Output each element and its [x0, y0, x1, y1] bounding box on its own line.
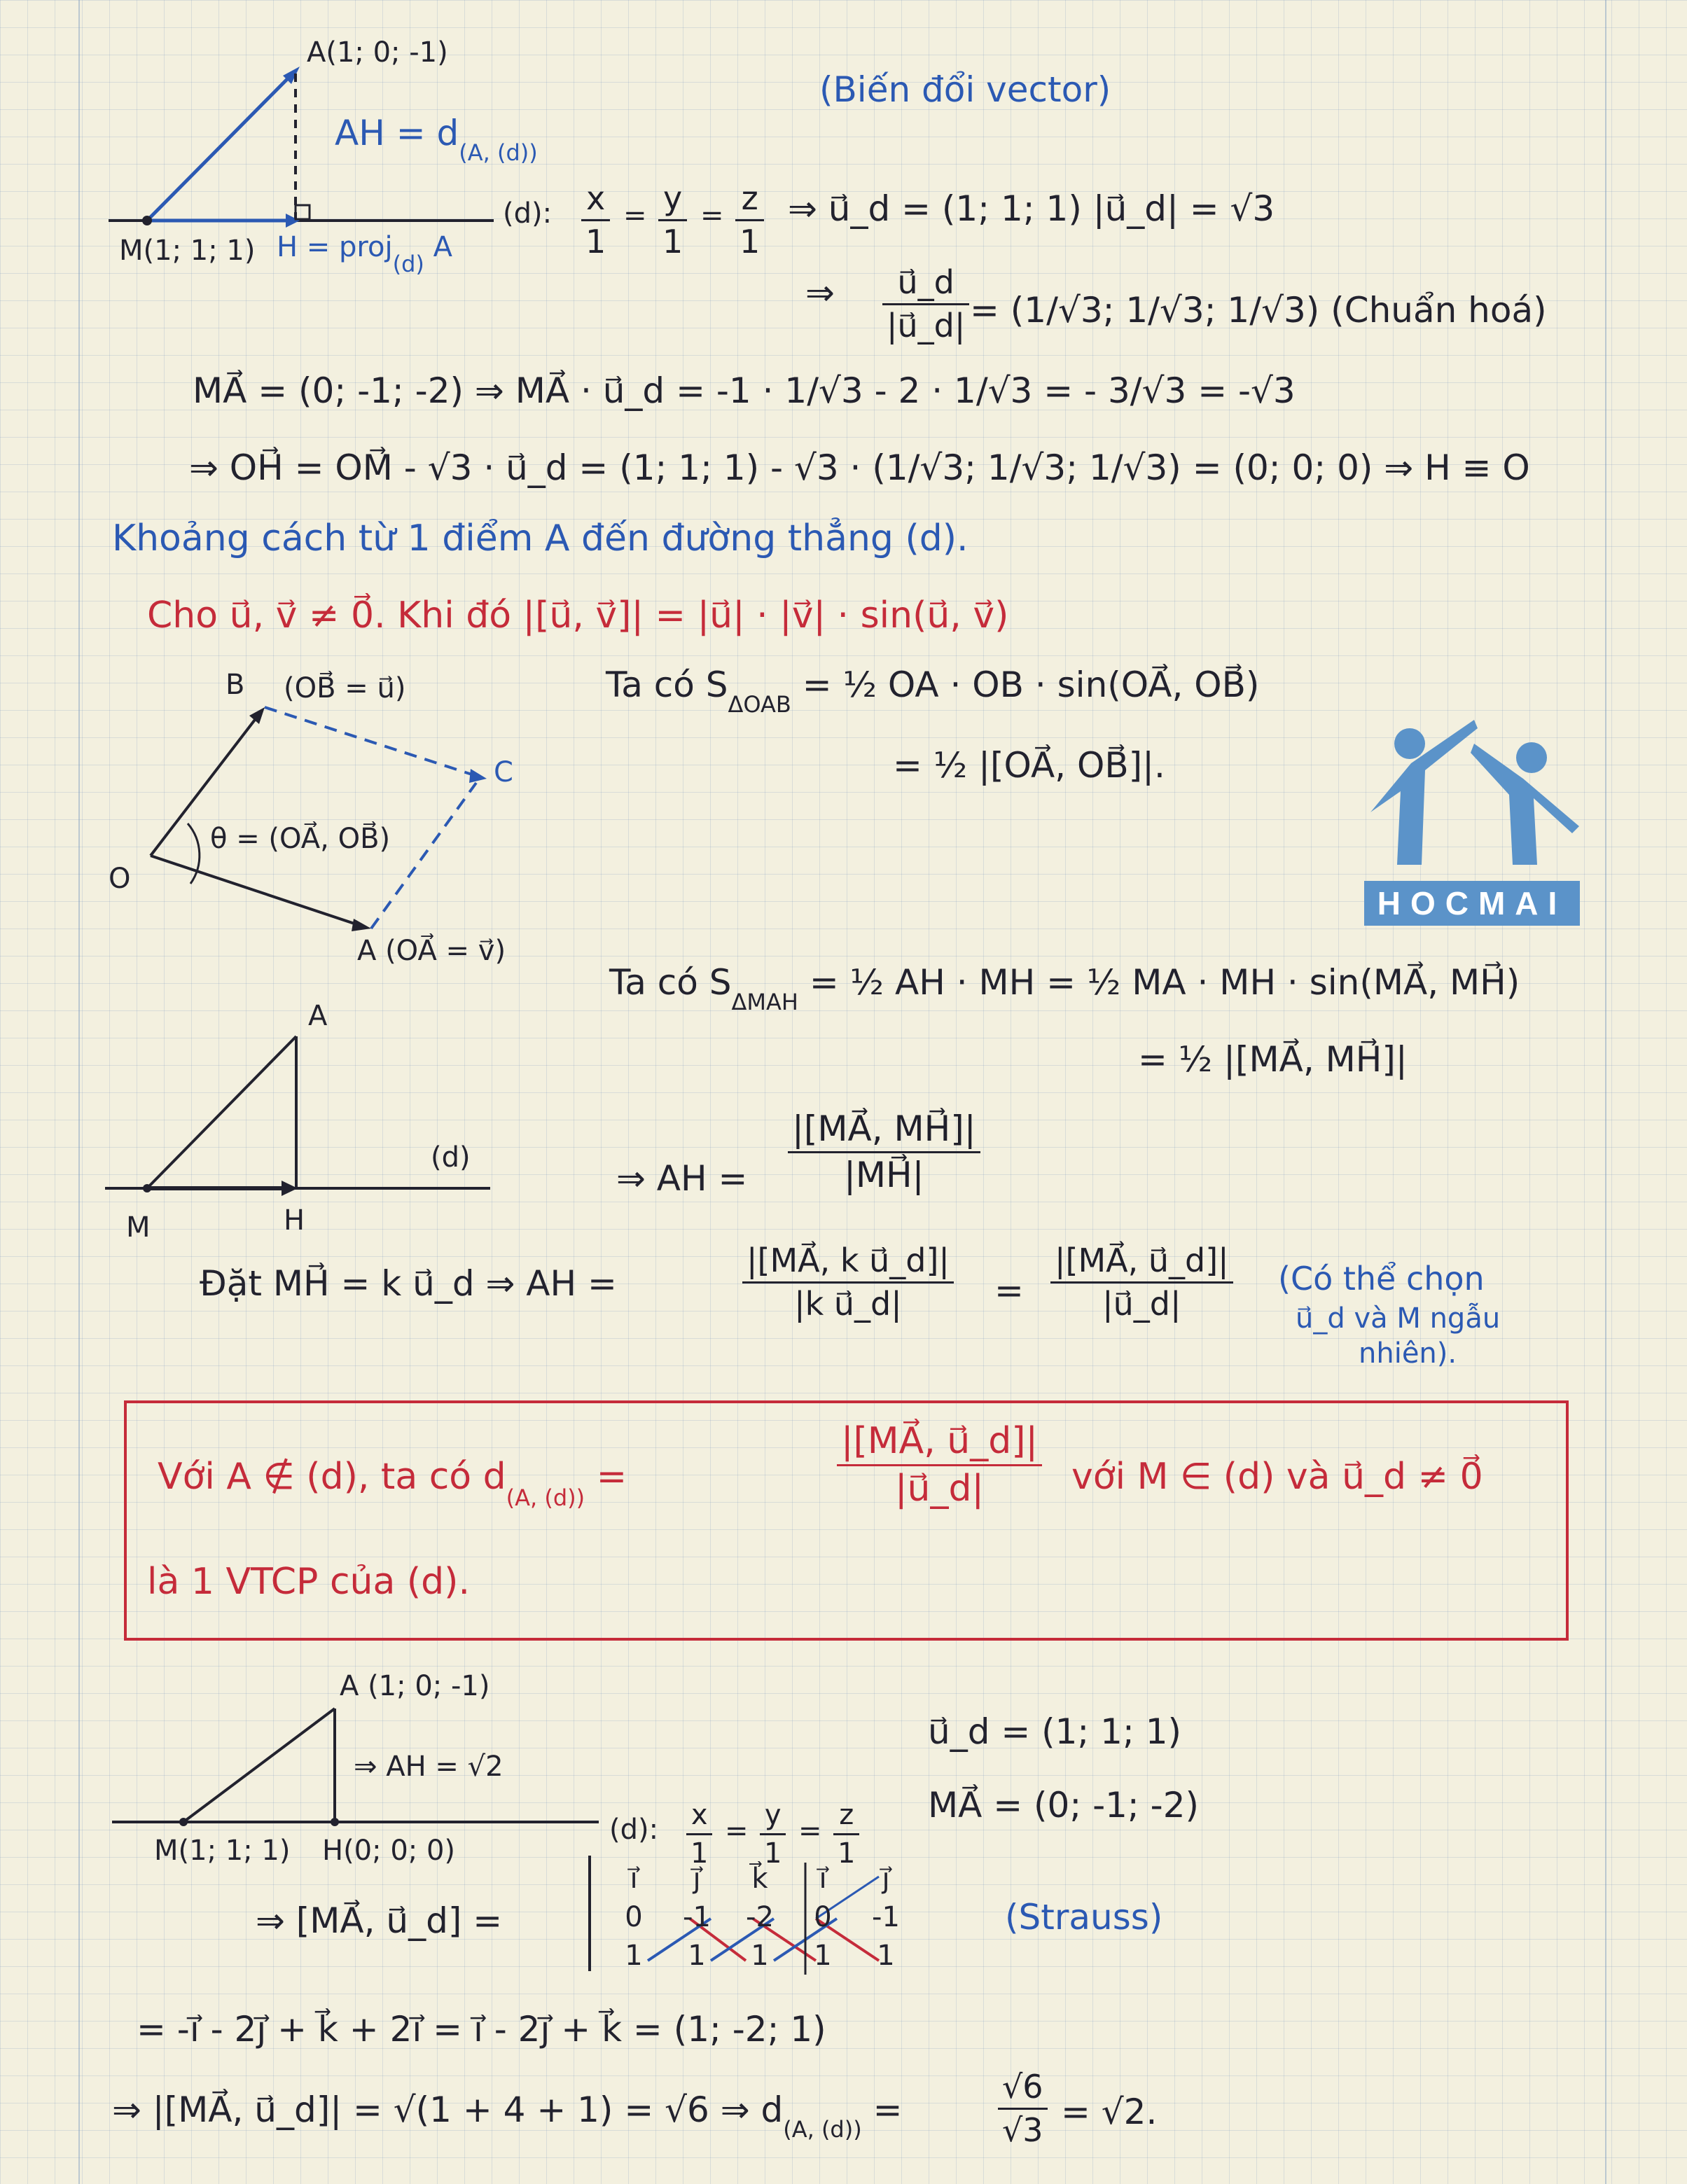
ah-distance-text: AH = d	[335, 113, 459, 153]
frac-den: 1	[764, 1837, 782, 1870]
example-ah-label: ⇒ AH = √2	[354, 1751, 504, 1783]
area-oab-prefix: Ta có S	[606, 665, 728, 705]
example-ma: MA⃗ = (0; -1; -2)	[928, 1785, 1200, 1825]
cross-product-lhs: ⇒ [MA⃗, u⃗_d] =	[256, 1900, 503, 1941]
cross-product-identity: Cho u⃗, v⃗ ≠ 0⃗. Khi đó |[u⃗, v⃗]| = |u⃗| · |v⃗| · sin(u⃗, v⃗)	[147, 594, 1009, 637]
oh-vector-line: ⇒ OH⃗ = OM⃗ - √3 · u⃗_d = (1; 1; 1) - √3 · (1/√3; 1/√3; 1/√3) = (0; 0; 0) ⇒ H ≡ O	[189, 447, 1530, 488]
frac-den: |u⃗_d|	[887, 306, 966, 345]
triangle-h-label: H	[284, 1204, 305, 1237]
final-frac	[998, 2069, 1048, 2148]
determinant-bar	[588, 1856, 591, 1971]
normalize-result: = (1/√3; 1/√3; 1/√3) (Chuẩn hoá)	[970, 290, 1547, 331]
ah-distance-subscript: (A, (d))	[459, 139, 538, 166]
line-d-frac-y	[658, 181, 687, 259]
dat-note-2: u⃗_d và M ngẫu	[1296, 1302, 1501, 1335]
projection-subscript: (d)	[392, 251, 424, 277]
triangle-a-label: A	[308, 1000, 328, 1032]
norm-lhs: ⇒ |[MA⃗, u⃗_d]| =	[112, 2089, 382, 2130]
eq-sign: =	[623, 200, 647, 232]
frac-den: 1	[740, 222, 761, 260]
frac-den: 1	[662, 222, 683, 260]
area-oab-subscript: ΔOAB	[728, 691, 791, 718]
heading-note: (Biến đổi vector)	[819, 69, 1111, 110]
formula-line1-rhs: với M ∈ (d) và u⃗_d ≠ 0⃗	[1071, 1456, 1483, 1498]
example-frac-z	[833, 1800, 859, 1869]
frac-num: u⃗_d	[897, 263, 954, 301]
strauss-cell: 0	[814, 1901, 832, 1933]
strauss-cell: k⃗	[751, 1863, 768, 1895]
formula-subscript: (A, (d))	[506, 1484, 585, 1511]
final-equals: =	[873, 2089, 903, 2130]
area-oab-cross: = ½ |[OA⃗, OB⃗]|.	[893, 745, 1165, 786]
section-title: Khoảng cách từ 1 điểm A đến đường thẳng (d).	[112, 517, 969, 559]
frac-den: |k u⃗_d|	[794, 1284, 902, 1323]
strauss-cell: 1	[877, 1940, 895, 1972]
frac-num: |[MA⃗, u⃗_d]|	[841, 1420, 1039, 1462]
strauss-cell: -2	[746, 1901, 774, 1933]
strauss-cell: i⃗	[630, 1863, 638, 1895]
line-d-frac-z	[735, 181, 764, 259]
notebook-margin-right	[1605, 0, 1606, 2184]
frac-num: x	[586, 179, 606, 217]
ah-lhs: ⇒ AH =	[616, 1158, 748, 1199]
norm-root: √(1 + 4 + 1) = √6	[393, 2089, 709, 2130]
hocmai-logo	[1362, 714, 1586, 889]
dat-note-1: (Có thể chọn	[1278, 1260, 1485, 1298]
dat-frac-2	[1050, 1243, 1233, 1321]
triangle-d-label: (d)	[431, 1141, 471, 1174]
strauss-cell: -1	[872, 1901, 900, 1933]
formula-frac	[837, 1421, 1042, 1509]
dat-equals: =	[994, 1270, 1024, 1311]
formula-equals: =	[596, 1456, 627, 1498]
eq-sign: =	[700, 200, 724, 232]
frac-num: z	[741, 179, 758, 217]
formula-line1-text: Với A ∉ (d), ta có d	[158, 1456, 506, 1498]
strauss-cell: 1	[625, 1940, 643, 1972]
strauss-cell: 0	[625, 1901, 643, 1933]
strauss-cell: j⃗	[693, 1863, 701, 1895]
formula-line2: là 1 VTCP của (d).	[147, 1561, 470, 1603]
example-h-label: H(0; 0; 0)	[322, 1835, 456, 1867]
strauss-cell: -1	[683, 1901, 711, 1933]
frac-num: |[MA⃗, u⃗_d]|	[1055, 1241, 1229, 1279]
oa-vector-label: A (OA⃗ = v⃗)	[357, 935, 506, 967]
normalize-arrow: ⇒	[805, 272, 835, 313]
final-distance-prefix: ⇒ d	[720, 2089, 784, 2130]
strauss-cell: j⃗	[882, 1863, 890, 1895]
angle-theta-label: θ = (OA⃗, OB⃗)	[210, 823, 391, 855]
area-mah-subscript: ΔMAH	[731, 989, 798, 1015]
final-result: = √2.	[1061, 2092, 1158, 2132]
frac-den: √3	[1002, 2110, 1043, 2149]
frac-num: y	[663, 179, 683, 217]
normalize-frac	[882, 265, 969, 343]
norm-line	[112, 2090, 903, 2143]
point-a-label: A(1; 0; -1)	[307, 36, 448, 69]
point-m-label: M(1; 1; 1)	[119, 235, 256, 267]
frac-num: y	[764, 1799, 782, 1831]
example-frac-x	[686, 1800, 712, 1869]
eq-sign: =	[798, 1815, 822, 1847]
frac-num: x	[690, 1799, 708, 1831]
dat-frac-1	[742, 1243, 954, 1321]
direction-vector-line: ⇒ u⃗_d = (1; 1; 1) |u⃗_d| = √3	[788, 188, 1275, 229]
frac-den: 1	[585, 222, 606, 260]
strauss-cell: 1	[751, 1940, 769, 1972]
example-a-label: A (1; 0; -1)	[340, 1670, 490, 1702]
final-distance-subscript: (A, (d))	[783, 2116, 862, 2143]
dat-note-3: nhiên).	[1359, 1337, 1457, 1370]
frac-num: √6	[1002, 2068, 1043, 2106]
point-c-label: C	[494, 756, 513, 788]
origin-label: O	[109, 863, 131, 895]
frac-den: 1	[690, 1837, 709, 1870]
projection-text: H = proj	[277, 231, 393, 263]
frac-den: |MH⃗|	[844, 1155, 924, 1195]
frac-den: 1	[838, 1837, 856, 1870]
line-d-prefix: (d):	[503, 197, 553, 230]
example-frac-y	[760, 1800, 786, 1869]
eq-sign: =	[725, 1815, 749, 1847]
area-mah-prefix: Ta có S	[609, 962, 732, 1003]
projection-point: A	[433, 231, 452, 263]
frac-num: |[MA⃗, k u⃗_d]|	[747, 1241, 950, 1279]
area-mah-line	[609, 963, 1520, 1015]
triangle-m-label: M	[126, 1211, 151, 1244]
example-m-label: M(1; 1; 1)	[154, 1835, 291, 1867]
frac-num: z	[839, 1799, 854, 1831]
ah-frac	[788, 1110, 980, 1195]
area-mah-formula: = ½ AH · MH = ½ MA · MH · sin(MA⃗, MH⃗)	[809, 962, 1520, 1003]
dat-line: Đặt MH⃗ = k u⃗_d ⇒ AH =	[200, 1263, 617, 1304]
strauss-cell: 1	[688, 1940, 706, 1972]
area-oab-line	[606, 665, 1259, 718]
example-d-prefix: (d):	[609, 1814, 659, 1846]
area-oab-formula: = ½ OA · OB · sin(OA⃗, OB⃗)	[802, 665, 1260, 705]
example-triangle-figure	[0, 0, 630, 1891]
strauss-cell: i⃗	[819, 1863, 827, 1895]
hocmai-brand-text: HOCMAI	[1364, 881, 1580, 926]
frac-den: |u⃗_d|	[1102, 1284, 1181, 1323]
expansion-line: = -i⃗ - 2j⃗ + k⃗ + 2i⃗ = i⃗ - 2j⃗ + k⃗ = (1; -2; 1)	[137, 2009, 826, 2050]
strauss-grid	[606, 1863, 942, 1975]
frac-num: |[MA⃗, MH⃗]|	[792, 1108, 976, 1149]
strauss-label: (Strauss)	[1005, 1897, 1163, 1938]
area-mah-cross: = ½ |[MA⃗, MH⃗]|	[1138, 1039, 1408, 1080]
ma-dot-product-line: MA⃗ = (0; -1; -2) ⇒ MA⃗ · u⃗_d = -1 · 1/√3 - 2 · 1/√3 = - 3/√3 = -√3	[193, 370, 1296, 411]
example-ud: u⃗_d = (1; 1; 1)	[928, 1711, 1182, 1752]
strauss-cell: 1	[814, 1940, 832, 1972]
ob-vector-label: (OB⃗ = u⃗)	[284, 672, 406, 704]
frac-den: |u⃗_d|	[895, 1468, 985, 1510]
point-b-label: B	[225, 669, 245, 701]
